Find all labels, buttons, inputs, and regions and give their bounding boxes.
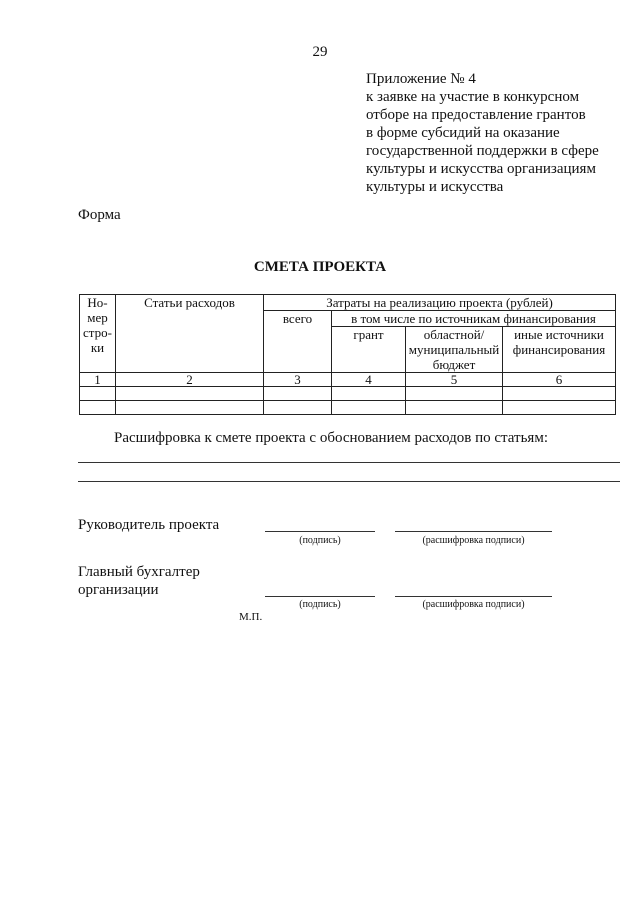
head-signature-caption: (подпись) — [299, 535, 341, 546]
table-row — [80, 401, 616, 415]
breakdown-line — [78, 481, 620, 482]
table-cell — [116, 387, 264, 401]
appendix-block — [366, 70, 636, 196]
column-number: 2 — [116, 373, 264, 387]
accountant-decoding-line — [395, 596, 552, 597]
breakdown-line — [78, 462, 620, 463]
header-other-sources: иные источники финансирования — [503, 327, 616, 373]
table-cell — [80, 387, 116, 401]
table-cell — [503, 401, 616, 415]
table-cell — [264, 387, 332, 401]
table-cell — [332, 387, 406, 401]
column-number: 1 — [80, 373, 116, 387]
head-decoding-caption: (расшифровка подписи) — [422, 535, 525, 546]
column-number: 5 — [406, 373, 503, 387]
appendix-line: в форме субсидий на оказание — [366, 125, 560, 141]
appendix-line: Приложение № 4 — [366, 71, 476, 87]
header-grant: грант — [332, 327, 406, 373]
accountant-decoding-caption: (расшифровка подписи) — [422, 599, 525, 610]
appendix-line: культуры и искусства организациям — [366, 161, 596, 177]
project-head-label: Руководитель проекта — [78, 517, 220, 533]
appendix-line: к заявке на участие в конкурсном — [366, 89, 580, 105]
appendix-line: отборе на предоставление грантов — [366, 107, 586, 123]
table-cell — [503, 387, 616, 401]
page-number: 29 — [312, 44, 328, 60]
header-expense-items: Статьи расходов — [116, 295, 264, 373]
table-cell — [332, 401, 406, 415]
chief-accountant-label — [78, 563, 200, 599]
table-row — [80, 387, 616, 401]
chief-accountant-label-line: Главный бухгалтер — [78, 564, 200, 580]
head-decoding-line — [395, 531, 552, 532]
table-cell — [406, 401, 503, 415]
form-label: Форма — [78, 207, 121, 223]
column-number: 3 — [264, 373, 332, 387]
appendix-line: культуры и искусства — [366, 179, 504, 195]
estimate-table — [79, 294, 616, 415]
appendix-line: государственной поддержки в сфере — [366, 143, 599, 159]
column-number: 6 — [503, 373, 616, 387]
header-project-costs: Затраты на реализацию проекта (рублей) — [264, 295, 616, 311]
header-by-sources: в том числе по источникам финансирования — [332, 311, 616, 327]
table-cell — [406, 387, 503, 401]
document-title: СМЕТА ПРОЕКТА — [253, 259, 387, 275]
header-regional-budget: областной/ муниципальный бюджет — [406, 327, 503, 373]
column-number: 4 — [332, 373, 406, 387]
header-row-number: Но- мер стро- ки — [80, 295, 116, 373]
head-signature-line — [265, 531, 375, 532]
accountant-signature-caption: (подпись) — [299, 599, 341, 610]
breakdown-label: Расшифровка к смете проекта с обоснованием расходов по статьям: — [114, 430, 548, 446]
table-cell — [80, 401, 116, 415]
accountant-signature-line — [265, 596, 375, 597]
table-cell — [116, 401, 264, 415]
header-total: всего — [264, 311, 332, 373]
table-cell — [264, 401, 332, 415]
stamp-place: М.П. — [239, 611, 263, 623]
chief-accountant-label-line: организации — [78, 582, 159, 598]
